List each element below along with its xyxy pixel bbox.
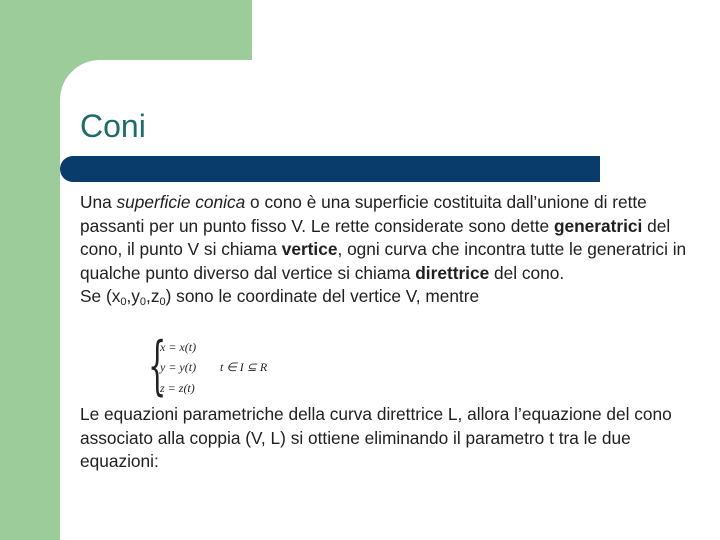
text: del cono, il punto V si chiama bbox=[80, 215, 671, 259]
paragraph-vertex bbox=[80, 285, 705, 315]
slide-title: Coni bbox=[80, 108, 146, 144]
text: ,y bbox=[126, 286, 140, 306]
equation-x: x = x(t) bbox=[160, 340, 197, 354]
term-vertice: vertice bbox=[281, 239, 338, 259]
corner-curve bbox=[60, 60, 100, 100]
parametric-equations bbox=[148, 329, 288, 403]
title-underline-bar bbox=[60, 156, 600, 182]
brace: { bbox=[148, 329, 167, 403]
text: del cono. bbox=[489, 262, 565, 283]
equation-y: y = y(t) bbox=[160, 360, 197, 374]
term-direttrice: direttrice bbox=[415, 262, 490, 283]
subscript: 0 bbox=[139, 296, 147, 308]
paragraph-conclusion: Le equazioni parametriche della curva direttrice L, allora l’equazione del cono associato alla coppia (V, L) si ottiene eliminando il parametro t tra le due equazioni: bbox=[80, 404, 672, 471]
text: ,z bbox=[146, 286, 160, 306]
paragraph-definition bbox=[80, 191, 705, 285]
text: ) sono le coordinate del vertice V, mentre bbox=[165, 286, 480, 306]
text: , ogni curva che incontra tutte le generatrici in qualche punto diverso dal vertice si chiama bbox=[80, 239, 687, 283]
parameter-domain: t ∈ I ⊆ R bbox=[220, 360, 268, 374]
text: Se (x bbox=[80, 286, 121, 306]
subscript: 0 bbox=[159, 296, 166, 308]
term-superficie-conica: superficie conica bbox=[116, 192, 246, 212]
green-left-band bbox=[0, 0, 60, 540]
equation-z: z = z(t) bbox=[160, 381, 195, 395]
text: Una bbox=[80, 192, 117, 212]
slide-body bbox=[80, 191, 705, 315]
slide-body-conclusion bbox=[80, 403, 705, 474]
term-generatrici: generatrici bbox=[553, 215, 643, 236]
green-top-band bbox=[60, 0, 252, 60]
text: o cono è una superficie costituita dall’unione di rette passanti per un punto fisso V. Le rette considerate sono dette bbox=[80, 192, 647, 236]
subscript: 0 bbox=[120, 296, 127, 308]
